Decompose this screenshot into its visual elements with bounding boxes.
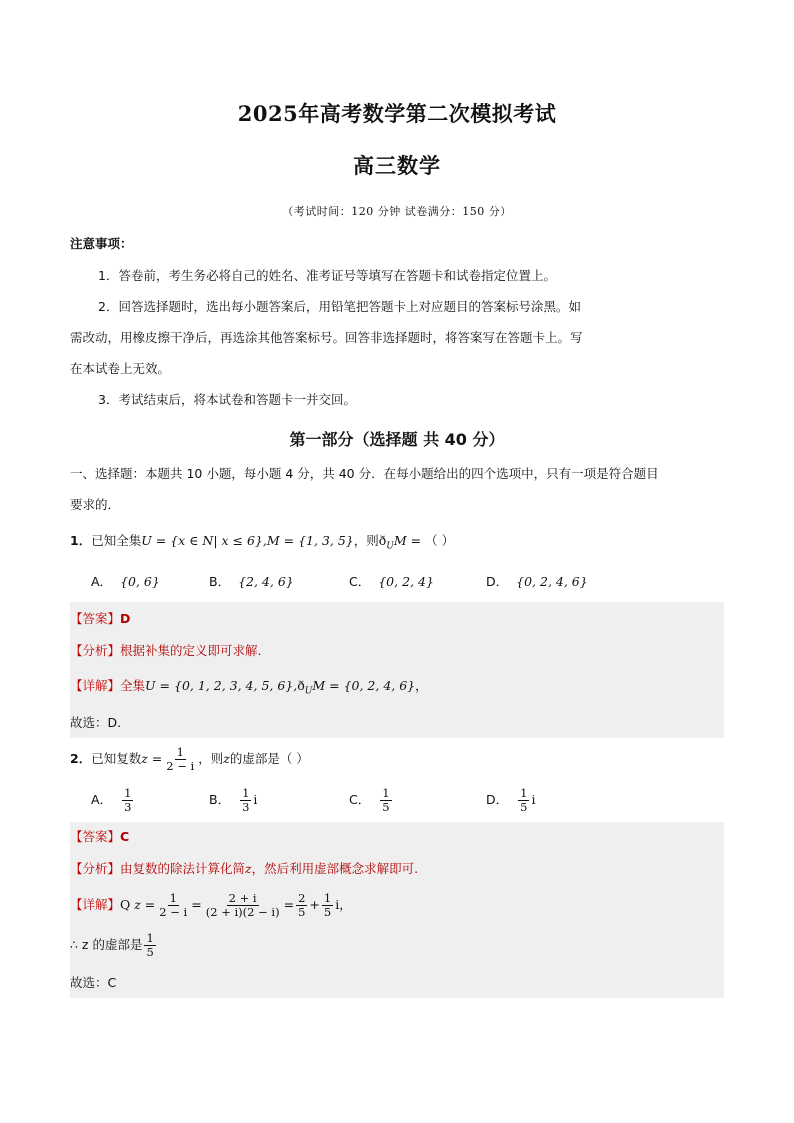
question-2-stem [70,744,309,774]
option-label: C． [349,574,371,589]
z-variable: z [223,751,230,766]
detail-end: ， [415,678,428,693]
z-equals: z = [134,897,156,912]
section-intro-line-2: 要求的． [70,497,121,512]
imaginary-unit: i [335,897,340,912]
detail-end: ， [339,897,352,912]
option-suffix: i [531,792,536,807]
complement-symbol: ð [297,678,305,693]
stem-text: = （ ） [406,533,455,548]
q1-answer [70,611,130,627]
result-fraction [144,932,155,959]
fraction-denominator: 2 − i [166,759,195,773]
notice-item-2-line-1: 2．回答选择题时，选出每小题答案后，用铅笔把答题卡上对应题目的答案标号涂黑。如 [98,299,581,314]
option-label: D． [486,792,509,807]
analysis-text: ，然后利用虚部概念求解即可. [251,861,419,876]
fraction-numerator: 1 [176,745,184,759]
q2-choose: 故选：C [70,975,117,990]
notice-item-2-line-3: 在本试卷上无效。 [70,361,171,376]
equals-sign: = [191,897,202,912]
fraction-numerator: 1 [124,786,132,800]
therefore-text: ∴ z 的虚部是 [70,937,143,952]
question-1-stem [70,533,454,555]
q2-analysis [70,861,418,877]
stem-text: 已知复数 [91,751,142,766]
section-intro-line-1: 一、选择题：本题共 10 小题，每小题 4 分，共 40 分．在每小题给出的四个选项中，只有一项是符合题目 [70,466,659,481]
question-number: 1． [70,533,92,548]
because-symbol: Q [120,897,131,912]
option-fraction [122,787,133,814]
fraction-denominator: 5 [298,905,306,919]
q2-option-c[interactable] [349,787,394,814]
fraction-denominator: (2 + i)(2 − i) [205,905,280,919]
fraction-denominator: 2 − i [159,905,188,919]
analysis-tag: 【分析】 [70,861,121,876]
option-value: {0, 2, 4, 6} [516,574,588,589]
detail-tag: 【详解】 [70,897,121,912]
stem-text: ，则 [353,533,379,548]
detail-fraction-2 [204,892,282,919]
fraction-numerator: 2 [298,891,306,905]
option-fraction [380,787,391,814]
answer-value: D [120,611,131,626]
analysis-text: 根据补集的定义即可求解. [120,643,262,658]
set-u: U = {x ∈ N| x ≤ 6} [141,533,263,548]
q2-detail [70,890,352,920]
option-c[interactable] [349,574,434,590]
option-label: C． [349,792,371,807]
option-b[interactable] [209,574,294,590]
exam-info: （考试时间：120 分钟 试卷满分：150 分） [282,205,512,218]
option-label: B． [209,792,231,807]
fraction-denominator: 3 [124,800,132,814]
fraction-numerator: 1 [520,786,528,800]
option-value: {2, 4, 6} [238,574,294,589]
q1-analysis [70,643,262,659]
fraction-denominator: 5 [146,945,154,959]
option-fraction [518,787,529,814]
option-value: {0, 2, 4} [378,574,434,589]
fraction-denominator: 5 [323,905,332,919]
answer-tag: 【答案】 [70,829,121,844]
detail-fraction-1 [157,892,189,919]
stem-fraction [164,746,196,773]
detail-math: M = {0, 2, 4, 6} [312,678,416,693]
fraction-denominator: 3 [242,800,250,814]
complement-subscript: U [304,686,313,697]
q2-option-a[interactable] [91,787,135,814]
option-label: D． [486,574,509,589]
analysis-tag: 【分析】 [70,643,121,658]
notice-item-1: 1．答卷前，考生务必将自己的姓名、准考证号等填写在答题卡和试卷指定位置上。 [98,268,556,283]
q2-option-d[interactable] [486,787,535,814]
complement-variable: M [393,533,407,548]
fraction-numerator: 1 [242,786,250,800]
fraction-denominator: 5 [520,800,528,814]
analysis-text: 由复数的除法计算化简 [120,861,246,876]
option-suffix: i [253,792,258,807]
equals-sign: = [283,897,295,912]
q1-detail [70,678,428,700]
option-d[interactable] [486,574,588,590]
option-label: A． [91,792,113,807]
plus-sign: + [309,897,320,912]
fraction-numerator: 2 + i [228,891,257,905]
q1-solution-box [70,602,724,738]
exam-title: 2025年高考数学第二次模拟考试 [237,101,557,126]
z-equals: z = [141,751,163,766]
notice-heading: 注意事项： [70,236,133,251]
detail-math: U = {0, 1, 2, 3, 4, 5, 6}, [145,678,298,693]
q2-therefore [70,930,158,960]
answer-value: C [120,829,130,844]
detail-fraction-3 [296,892,307,919]
detail-fraction-4 [322,892,333,919]
q1-choose: 故选：D. [70,715,122,730]
section-title: 第一部分（选择题 共 40 分） [289,430,505,449]
fraction-numerator: 1 [323,891,332,905]
stem-text: 已知全集 [91,533,142,548]
detail-tag: 【详解】 [70,678,121,693]
stem-text: ，则 [198,751,224,766]
q2-answer [70,829,129,845]
fraction-numerator: 1 [146,931,154,945]
fraction-numerator: 1 [382,786,390,800]
option-fraction [240,787,251,814]
complement-subscript: U [386,541,394,552]
fraction-numerator: 1 [169,891,177,905]
option-label: B． [209,574,231,589]
detail-text: 全集 [120,678,146,693]
answer-tag: 【答案】 [70,611,121,626]
notice-item-3: 3．考试结束后，将本试卷和答题卡一并交回。 [98,392,356,407]
fraction-denominator: 5 [382,800,390,814]
set-m: ,M = {1, 3, 5} [262,533,354,548]
question-number: 2． [70,751,92,766]
q2-option-b[interactable] [209,787,257,814]
option-label: A． [91,574,113,589]
option-a[interactable] [91,574,160,590]
analysis-z: z [245,861,252,876]
stem-text: 的虚部是（ ） [229,751,309,766]
option-value: {0, 6} [120,574,160,589]
exam-subtitle: 高三数学 [353,153,441,178]
complement-symbol: ð [378,533,387,548]
notice-item-2-line-2: 需改动，用橡皮擦干净后，再选涂其他答案标号。回答非选择题时，将答案写在答题卡上。写 [70,330,583,345]
